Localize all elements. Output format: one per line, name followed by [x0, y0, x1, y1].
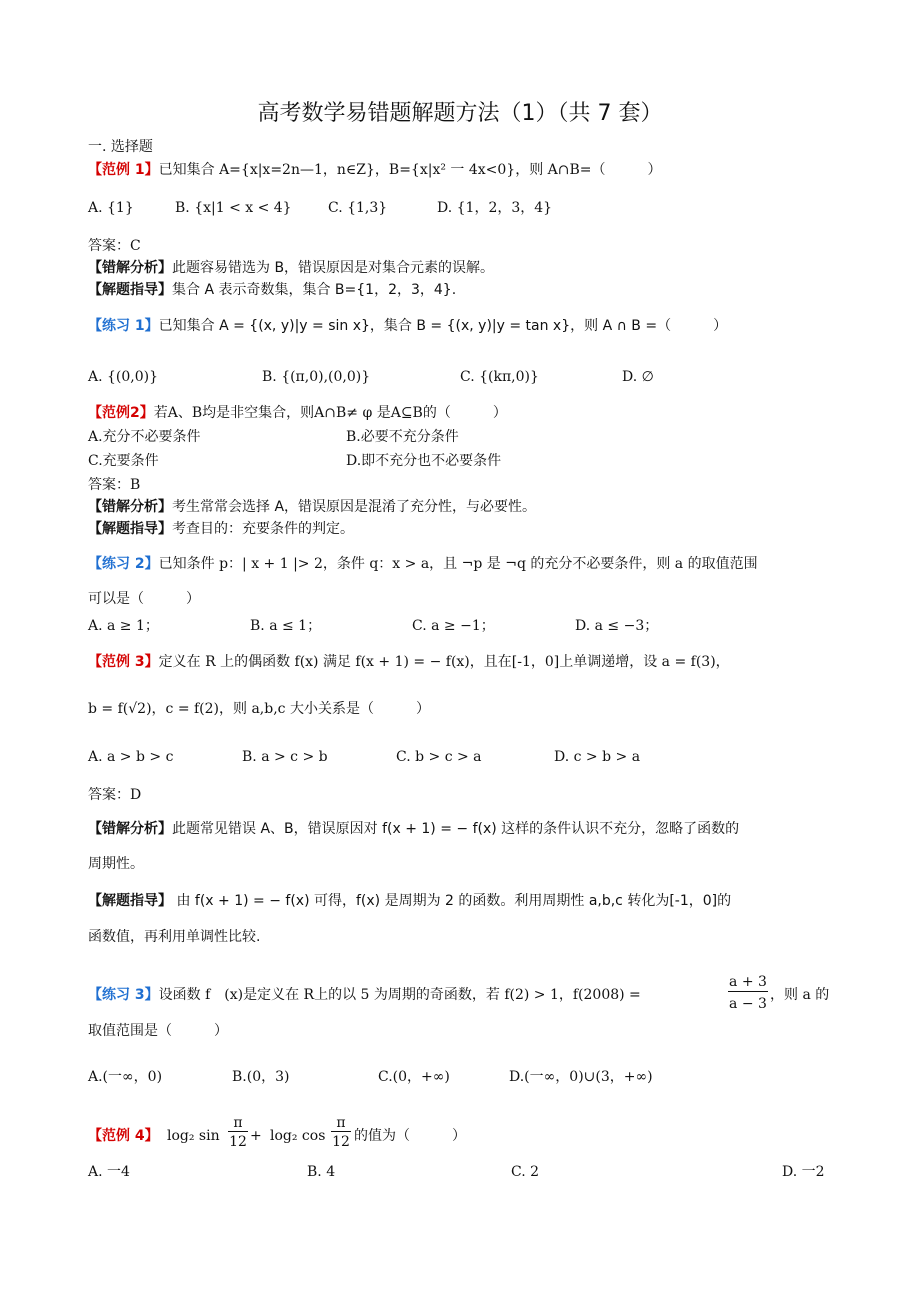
- example-1-option-a: A. {1}: [88, 200, 134, 216]
- section-heading: 一. 选择题: [88, 139, 153, 155]
- practice-2-tag: 【练习 2】: [88, 556, 159, 572]
- example-1-analysis: [88, 258, 494, 278]
- example-3-analysis-line2: 周期性。: [88, 856, 144, 872]
- example-2-text: 若A、B均是非空集合，则A∩B≠ φ 是A⊆B的（ ）: [153, 405, 507, 421]
- example-3-option-d: D. c > b > a: [554, 749, 641, 765]
- example-3-answer: 答案：D: [88, 787, 142, 803]
- example-2-analysis: [88, 497, 536, 517]
- guide-text: 考查目的：充要条件的判定。: [172, 521, 354, 537]
- plus-sign: +: [250, 1128, 262, 1144]
- practice-1-option-a: A. {(0,0)}: [88, 369, 159, 385]
- example-4-option-b: B. 4: [307, 1164, 336, 1180]
- analysis-tag: 【错解分析】: [88, 260, 172, 276]
- practice-2-option-c: C. a ≥ −1；: [412, 618, 495, 634]
- practice-2-text: 已知条件 p：| x + 1 |> 2，条件 q：x > a，且 ¬p 是 ¬q 的充分不必要条件，则 a 的取值范围: [158, 556, 758, 572]
- example-2-option-b: B.必要不充分条件: [346, 429, 459, 445]
- practice-3-option-c: C.(0，+∞): [378, 1069, 450, 1085]
- pi-numerator-1: π: [228, 1115, 248, 1132]
- twelve-denominator-2: 12: [332, 1134, 350, 1150]
- practice-1-text: 已知集合 A = {(x, y)|y = sin x}，集合 B = {(x, y)|y = tan x}，则 A ∩ B =（ ）: [158, 318, 728, 334]
- example-3-analysis: [88, 819, 739, 839]
- example-2-guide: [88, 519, 354, 539]
- analysis-tag: 【错解分析】: [88, 499, 172, 515]
- practice-1-tag: 【练习 1】: [88, 318, 159, 334]
- twelve-denominator-1: 12: [229, 1134, 247, 1150]
- practice-3-option-a: A.(一∞，0): [88, 1069, 163, 1085]
- example-1-answer: 答案：C: [88, 238, 141, 254]
- example-4-tag: 【范例 4】: [88, 1128, 159, 1144]
- example-4-tag-line: [88, 1126, 159, 1146]
- example-2-answer: 答案：B: [88, 477, 141, 493]
- example-1-stem: [88, 160, 662, 180]
- practice-3-option-d: D.(一∞，0)∪(3，+∞): [509, 1069, 653, 1085]
- analysis-text: 此题容易错选为 B，错误原因是对集合元素的误解。: [172, 260, 495, 276]
- practice-2-stem: [88, 554, 758, 574]
- example-3-stem-line2: b = f(√2)，c = f(2)，则 a,b,c 大小关系是（ ）: [88, 701, 430, 717]
- analysis-text: 考生常常会选择 A，错误原因是混淆了充分性，与必要性。: [172, 499, 537, 515]
- example-3-tag: 【范例 3】: [88, 654, 159, 670]
- example-4-tail: 的值为（ ）: [354, 1128, 466, 1144]
- guide-tag: 【解题指导】: [88, 521, 172, 537]
- fraction-numerator: a + 3: [729, 974, 767, 990]
- example-2-option-a: A.充分不必要条件: [88, 429, 201, 445]
- practice-3-option-b: B.(0，3): [232, 1069, 290, 1085]
- practice-3-text-tail: ，则 a 的: [770, 987, 830, 1003]
- analysis-text: 此题常见错误 A、B，错误原因对 f(x + 1) = − f(x) 这样的条件认识不充分，忽略了函数的: [172, 821, 740, 837]
- example-4-option-a: A. 一4: [88, 1164, 130, 1180]
- guide-text: 集合 A 表示奇数集，集合 B={1，2，3，4}.: [172, 282, 457, 298]
- practice-2-stem-line2: 可以是（ ）: [88, 591, 200, 607]
- example-4-option-c: C. 2: [511, 1164, 540, 1180]
- example-1-option-d: D. {1，2，3，4}: [437, 200, 553, 216]
- practice-2-option-a: A. a ≥ 1；: [88, 618, 159, 634]
- example-1-text: 已知集合 A={x|x=2n—1，n∈Z}，B={x|x² 一 4x<0}，则 A∩B=（ ）: [158, 162, 662, 178]
- example-3-option-a: A. a > b > c: [88, 749, 174, 765]
- example-1-option-c: C. {1,3}: [328, 200, 388, 216]
- practice-1-option-d: D. ∅: [622, 369, 654, 385]
- example-3-stem: [88, 652, 730, 672]
- example-3-text: 定义在 R 上的偶函数 f(x) 满足 f(x + 1) = − f(x)，且在[-1，0]上单调递增，设 a = f(3)，: [158, 654, 730, 670]
- example-4-option-d: D. 一2: [782, 1164, 825, 1180]
- practice-2-option-b: B. a ≤ 1；: [250, 618, 322, 634]
- practice-3-stem: [88, 985, 641, 1005]
- page-title: 高考数学易错题解题方法（1）（共 7 套）: [257, 101, 663, 126]
- fraction-denominator: a − 3: [729, 996, 767, 1012]
- practice-1-option-c: C. {(kπ,0)}: [460, 369, 539, 385]
- pi-numerator-2: π: [331, 1115, 351, 1132]
- guide-tag: 【解题指导】: [88, 282, 172, 298]
- guide-text: 由 f(x + 1) = − f(x) 可得，f(x) 是周期为 2 的函数。利用周期性 a,b,c 转化为[-1，0]的: [172, 893, 732, 909]
- example-3-guide: [88, 891, 731, 911]
- example-3-option-c: C. b > c > a: [396, 749, 482, 765]
- example-2-stem: [88, 403, 507, 423]
- example-1-tag: 【范例 1】: [88, 162, 159, 178]
- example-3-guide-line2: 函数值，再利用单调性比较.: [88, 929, 261, 945]
- log-cos-term: log₂ cos: [270, 1128, 326, 1144]
- example-2-option-d: D.即不充分也不必要条件: [346, 453, 502, 469]
- practice-3-tag: 【练习 3】: [88, 987, 159, 1003]
- practice-3-stem-line2: 取值范围是（ ）: [88, 1023, 228, 1039]
- practice-1-stem: [88, 316, 727, 336]
- example-3-option-b: B. a > c > b: [242, 749, 328, 765]
- practice-2-option-d: D. a ≤ −3；: [575, 618, 659, 634]
- example-1-option-b: B. {x|1 < x < 4}: [175, 200, 292, 216]
- example-2-tag: 【范例2】: [88, 405, 154, 421]
- example-1-guide: [88, 280, 456, 300]
- log-sin-term: log₂ sin: [167, 1128, 220, 1144]
- practice-1-option-b: B. {(π,0),(0,0)}: [262, 369, 371, 385]
- practice-3-text: 设函数 f (x)是定义在 R上的以 5 为周期的奇函数，若 f(2) > 1，f(2008) =: [158, 987, 641, 1003]
- example-2-option-c: C.充要条件: [88, 453, 159, 469]
- analysis-tag: 【错解分析】: [88, 821, 172, 837]
- guide-tag: 【解题指导】: [88, 893, 172, 909]
